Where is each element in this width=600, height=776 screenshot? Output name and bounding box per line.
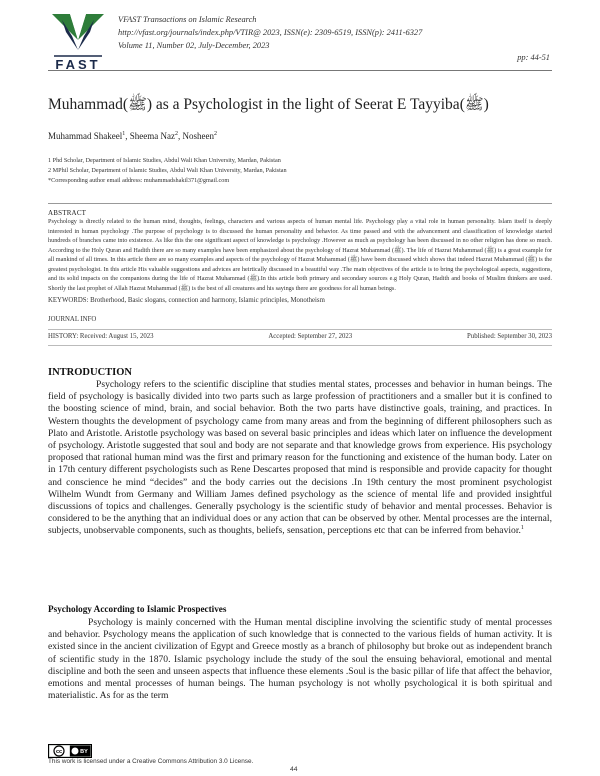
introduction-paragraph [48, 379, 552, 538]
cc-license-badge[interactable] [48, 744, 92, 758]
logo-text: FAST [55, 57, 101, 72]
journal-url-issn: http://vfast.org/journals/index.php/VTIR@ 2023, ISSN(e): 2309-6519, ISSN(p): 2411-6327 [118, 28, 423, 37]
author-name: Sheema Naz [129, 131, 175, 141]
corresponding-email[interactable]: *Corresponding author email address: muhammadshakil371@gmail.com [48, 177, 230, 184]
keywords: KEYWORDS: Brotherhood, Basic slogans, connection and harmony, Islamic principles, Monotheism [48, 297, 325, 304]
title-rule [48, 203, 552, 204]
abstract-text: Psychology is directly related to the human mind, thoughts, feelings, characters and various aspects of human mental life. Psychology play a vital role in human personality. Islam itself is deeply interested in human psychology .The purpose of psychology is to discussed the human personality and behavior. As time passed and with the advancement and classification of knowledge started hundreds of branches came into existence. As like this the one significant aspect of knowledge is psychology .However as much as psychology has been discussed in no other religion has done so much. According to the Holy Quran and Hadith there are so many examples have been emphasized about the psychology of Hazrat Muhammad (ﷺ). The life of Hazrat Muhammad (ﷺ) is a great example for all mankind of all times. In this article there are so many examples and aspects of the psychology of Hazrat Muhammad (ﷺ) have been discussed which shows that indeed Hazrat Muhammad (ﷺ) is the greatest psychologist. In this article His valuable suggestions and advices are heirtically discussed in a beautiful way .The main objectives of the article is to bring the psychological aspects, suggestions, and its solid impacts on the companions during the life of Hazrat Muhammad (ﷺ).In this article both primary and secondary sources e.g Holy Quran, Hadith and books of Muslim thinkers are used. Shortly the last prophet of Allah Hazrat Muhammad (ﷺ) is the best of all creatures and his sayings there are goodness for all human beings. [48, 218, 553, 292]
author-affiliation-mark: 2 [174, 131, 178, 137]
attribution-person-icon [72, 748, 79, 755]
license-text[interactable]: This work is licensed under a Creative Commons Attribution 3.0 License. [48, 758, 254, 765]
abstract-heading: ABSTRACT [48, 209, 87, 217]
page-range: pp: 44-51 [517, 53, 550, 62]
cc-label: cc [55, 749, 63, 755]
affiliation: 2 MPhil Scholar, Department of Islamic Studies, Abdul Wali Khan University, Mardan, Pakistan [48, 167, 287, 174]
header-rule [48, 70, 552, 71]
author-name: Nosheen [182, 131, 214, 141]
section-heading: Psychology According to Islamic Prospectives [48, 604, 227, 614]
history-received: HISTORY: Received: August 15, 2023 [48, 333, 154, 340]
volume-line: Volume 11, Number 02, July-December, 2023 [118, 41, 270, 50]
journal-logo [48, 10, 108, 72]
journal-info-heading: JOURNAL INFO [48, 316, 97, 323]
footnote-ref[interactable]: 1 [520, 525, 524, 532]
introduction-heading: INTRODUCTION [48, 367, 133, 378]
history-row [48, 333, 552, 340]
cc-by-label: BY [80, 749, 88, 756]
history-rule-bottom [48, 345, 552, 346]
affiliation: 1 Phd Scholar, Department of Islamic Studies, Abdul Wali Khan University, Mardan, Pakistan [48, 157, 281, 164]
history-published: Published: September 30, 2023 [467, 333, 552, 340]
article-title: Muhammad(ﷺ) as a Psychologist in the light of Seerat E Tayyiba(ﷺ) [48, 96, 489, 113]
author-list: Muhammad Shakeel$^1$, Sheema Naz$^2$, Nosheen$^2$ [48, 131, 217, 141]
author-affiliation-mark: 1 [122, 131, 126, 137]
history-accepted: Accepted: September 27, 2023 [268, 333, 353, 340]
author-affiliation-mark: 2 [213, 131, 217, 137]
history-rule-top [48, 329, 552, 330]
section-paragraph: Psychology is mainly concerned with the Human mental discipline involving the scientific study of mental processes and behavior. Psychology means the application of such knowledge that is connected to the various fields of human activity. It is existed since in the ancient civilization of Egypt and Greece mostly as a branch of philosophy but broke out as independent branch of scientific study in the 1870. Islamic psychology include the study of the soul the ensuing behavioral, emotional and mental discipline and both the seen and unseen aspects that influence these elements .Soul is the basic pillar of life that affect the behavior, emotions and mental processes of human beings. The human psychology is not wholly psychological it is both spiritual and materialistic. As for as the term [48, 617, 553, 702]
author-name: Muhammad Shakeel [48, 131, 123, 141]
page-number: 44 [290, 766, 298, 773]
introduction-text: Psychology refers to the scientific discipline that studies mental states, processes and behavior in human beings. The field of psychology is basically divided into two parts such as large profession of practitioners and a smaller but it is confined to the boosting science of mind, brain, and social behavior. Both the two parts have distinctive goals, training, and practices. In Western thoughts the development of psychology came from many areas and from the beginning of different philosophers such as Plato and Aristotle. Aristotle psychology was based on several basic principles and ideas which later on influence the development of psychology. Aristotle suggested that soul and body are not separate and that knowledge grows from experience. His psychology proposed that rational human mind was the first and primary reason for the functioning and existence of the human body. Later on in 17th century different psychologists such as Rene Descartes proposed that mind is responsible and provide capacity for thought and conscience he mind “decides” and the body carries out the decisions .In 19th century the most prominent psychologist Wilhelm Wundt from Germany and William James defined psychology as the science of mental life and provided insightful discussions of topics and challenges. Generally psychology is the scientific study of behavior and mental processes. Behavior is considered to be the anything that an individual does or any action that can be observed by other. Mental processes are the internal, subjects, unobservable components, such as thoughts, beliefs, sensation, perceptions etc that can be inferred from behavior. [48, 379, 552, 537]
journal-name: VFAST Transactions on Islamic Research [118, 15, 257, 24]
